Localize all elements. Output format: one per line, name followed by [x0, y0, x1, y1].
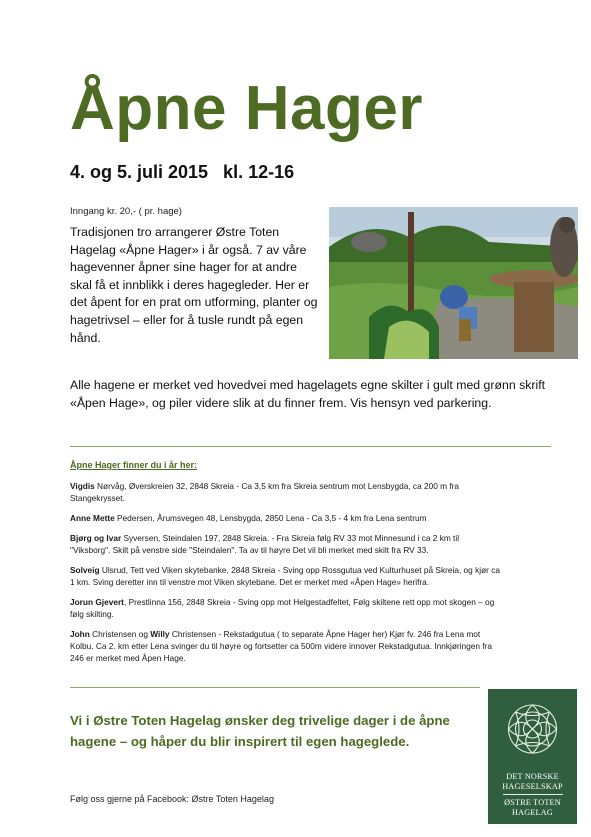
- garden-owner: Jorun Gjevert: [70, 596, 124, 607]
- page-title: Åpne Hager: [70, 74, 423, 143]
- event-dates: 4. og 5. juli 2015 kl. 12-16: [70, 162, 295, 182]
- divider: [70, 446, 551, 447]
- logo-line-2: HAGESELSKAP: [502, 781, 563, 791]
- garden-owner: John: [70, 628, 90, 639]
- garden-details: Ulsrud, Tett ved Viken skytebanke, 2848 Skreia - Sving opp Rossgutua ved Kulturhuset på Skreia, og kjør ca 1 km. Sving deretter inn til venstre mot Viken skytebane. Det er merket med «Åpen Hage» herifra.: [70, 564, 500, 587]
- logo-divider: [503, 794, 563, 795]
- gardens-list: [70, 480, 500, 672]
- list-item: [70, 596, 500, 620]
- logo-line-1: DET NORSKE: [506, 772, 559, 781]
- signs-paragraph: Alle hagene er merket ved hovedvei med hagelagets egne skilter i gult med grønn skrift «Åpen Hage», og piler videre slik at du finner frem. Vis hensyn ved parkering.: [70, 378, 546, 410]
- divider: [70, 687, 480, 688]
- garden-details: , Prestlinna 156, 2848 Skreia - Sving opp mot Helgestadfeltet, Følg skiltene rett opp mot skogen – og følg skilting.: [70, 596, 495, 619]
- hagelag-logo: [488, 689, 577, 824]
- garden-owner-2: Willy: [150, 628, 170, 639]
- list-item: [70, 628, 500, 665]
- knot-emblem-icon: [488, 689, 577, 767]
- list-item: [70, 564, 500, 588]
- list-item: [70, 512, 500, 524]
- entry-fee: Inngang kr. 20,- ( pr. hage): [70, 206, 182, 217]
- intro-paragraph: Tradisjonen tro arrangerer Østre Toten Hagelag «Åpne Hager» i år også. 7 av våre hagevenner åpner sine hager for at andre skal få et innblikk i deres hagegleder. Her er det åpent for en prat om utforming, planter og hagetrivsel – eller for å tusle rundt på egen hånd.: [70, 225, 318, 345]
- logo-line-3: ØSTRE TOTEN: [504, 798, 561, 807]
- logo-line-4: HAGELAG: [512, 807, 553, 817]
- gardens-heading: Åpne Hager finner du i år her:: [70, 460, 198, 470]
- garden-owner: Bjørg og Ivar: [70, 532, 122, 543]
- garden-photo: [329, 207, 578, 359]
- garden-owner: Solveig: [70, 564, 100, 575]
- garden-details: Christensen og: [89, 628, 151, 639]
- garden-details-2: Christensen - Rekstadgutua ( to separate Åpne Hager her) Kjør fv. 246 fra Lena mot Kolbu. Ca 2. km etter Lena svinger du til høyre og fortsetter ca 500m videre innover Rekstadgutua. Innkjøringen fra 246 er merket med Åpen Hage.: [70, 628, 492, 664]
- garden-details: Nørvåg, Øverskreien 32, 2848 Skreia - Ca 3,5 km fra Skreia sentrum mot Lensbygda, ca 200 m fra Stangekrysset.: [70, 481, 460, 504]
- garden-owner: Vigdis: [70, 481, 95, 491]
- garden-details: Syversen, Steindalen 197, 2848 Skreia. - Fra Skreia følg RV 33 mot Minnesund i ca 2 km til "Viksborg". Skilt på venstre side "Steindalen". Ta av til høyre Det vil bli merket med skilt fra RV 33.: [70, 532, 460, 555]
- facebook-note: Følg oss gjerne på Facebook: Østre Toten Hagelag: [70, 794, 274, 804]
- closing-message: Vi i Østre Toten Hagelag ønsker deg trivelige dager i de åpne hagene – og håper du blir inspirert til egen hageglede.: [70, 713, 450, 749]
- garden-owner: Anne Mette: [70, 513, 115, 523]
- garden-details: Pedersen, Årumsvegen 48, Lensbygda, 2850 Lena - Ca 3,5 - 4 km fra Lena sentrum: [114, 513, 427, 523]
- list-item: [70, 532, 500, 556]
- list-item: [70, 480, 500, 504]
- garden-photo-illustration: [329, 207, 578, 359]
